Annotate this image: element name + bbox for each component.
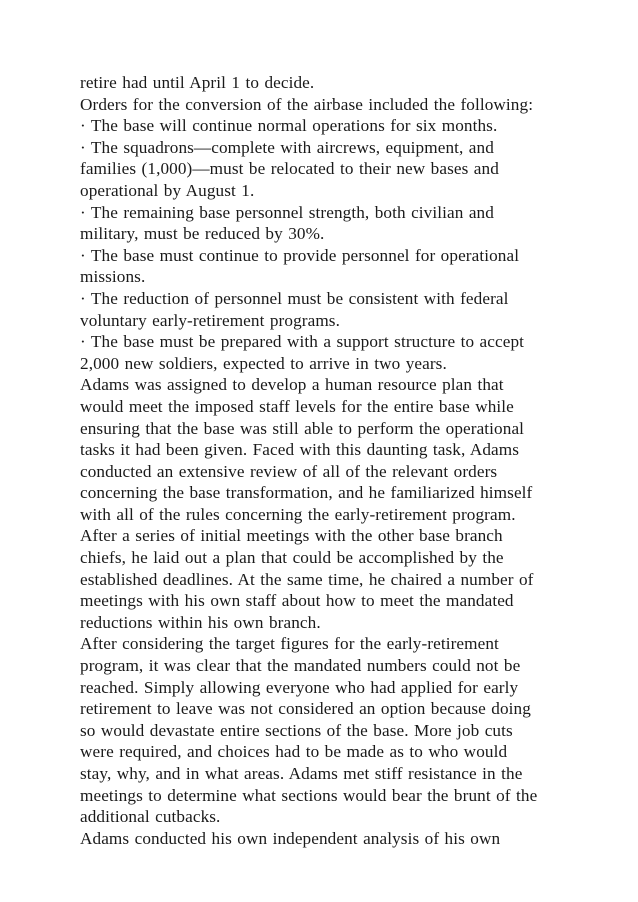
text-line: · The reduction of personnel must be consistent with federal xyxy=(80,288,509,308)
text-line: military, must be reduced by 30%. xyxy=(80,224,325,244)
text-line: voluntary early-retirement programs. xyxy=(80,310,340,330)
text-line: meetings with his own staff about how to meet the mandated xyxy=(80,591,514,611)
text-line: Adams conducted his own independent analysis of his own xyxy=(80,828,501,848)
text-line: concerning the base transformation, and he familiarized himself xyxy=(80,483,533,503)
text-line: reached. Simply allowing everyone who had applied for early xyxy=(80,677,519,697)
text-line: established deadlines. At the same time, he chaired a number of xyxy=(80,569,534,589)
text-line: program, it was clear that the mandated numbers could not be xyxy=(80,656,521,676)
text-line: so would devastate entire sections of the base. More job cuts xyxy=(80,720,513,740)
text-line: 2,000 new soldiers, expected to arrive in two years. xyxy=(80,353,447,373)
text-line: retire had until April 1 to decide. xyxy=(80,73,315,92)
text-line: · The squadrons—complete with aircrews, equipment, and xyxy=(80,137,494,157)
text-line: chiefs, he laid out a plan that could be accomplished by the xyxy=(80,548,504,568)
text-line: would meet the imposed staff levels for the entire base while xyxy=(80,396,514,416)
text-line: · The base must continue to provide personnel for operational xyxy=(80,245,520,265)
text-line: After a series of initial meetings with the other base branch xyxy=(80,526,503,546)
text-line: meetings to determine what sections would bear the brunt of the xyxy=(80,785,538,805)
text-line: Adams was assigned to develop a human resource plan that xyxy=(80,375,504,395)
text-line: with all of the rules concerning the early-retirement program. xyxy=(80,504,516,524)
text-line: conducted an extensive review of all of the relevant orders xyxy=(80,461,498,481)
text-line: families (1,000)—must be relocated to their new bases and xyxy=(80,159,499,179)
text-line: reductions within his own branch. xyxy=(80,612,321,632)
text-line: After considering the target figures for the early-retirement xyxy=(80,634,499,654)
text-line: stay, why, and in what areas. Adams met stiff resistance in the xyxy=(80,764,523,783)
text-line: Orders for the conversion of the airbase included the following: xyxy=(80,94,534,114)
text-line: · The base must be prepared with a support structure to accept xyxy=(80,332,525,352)
text-line: additional cutbacks. xyxy=(80,807,221,827)
text-line: ensuring that the base was still able to perform the operational xyxy=(80,418,525,438)
text-line: tasks it had been given. Faced with this daunting task, Adams xyxy=(80,440,520,460)
text-line: operational by August 1. xyxy=(80,180,255,200)
text-line: missions. xyxy=(80,267,146,287)
text-line: · The remaining base personnel strength, both civilian and xyxy=(80,202,494,222)
text-line: were required, and choices had to be made as to who would xyxy=(80,742,508,762)
text-line: · The base will continue normal operations for six months. xyxy=(80,116,498,136)
body-text xyxy=(80,72,600,849)
text-line: retirement to leave was not considered an option because doing xyxy=(80,699,531,719)
